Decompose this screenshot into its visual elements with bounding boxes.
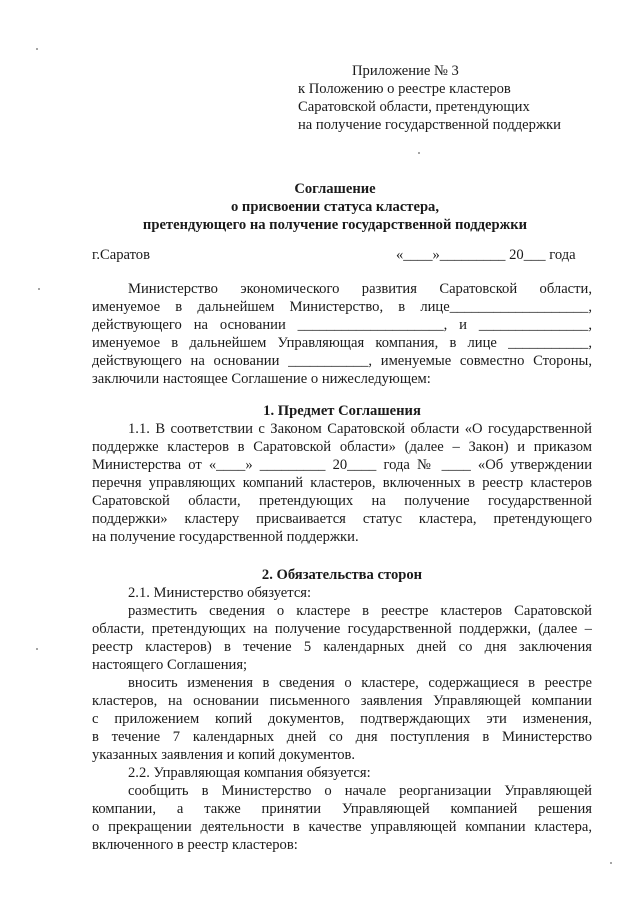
clause-line: вносить изменения в сведения о кластере, содержащиеся в реестре: [128, 675, 592, 691]
appendix-line: Саратовской области, претендующих: [298, 99, 530, 115]
section1-paragraph: [92, 420, 592, 546]
place: г.Саратов: [92, 247, 150, 263]
intro-line: заключили настоящее Соглашение о нижеследующем:: [92, 371, 431, 387]
appendix-line: к Положению о реестре кластеров: [298, 81, 511, 97]
section-heading: 2. Обязательства сторон: [261, 567, 423, 583]
section-heading: 1. Предмет Соглашения: [263, 403, 421, 419]
section1-line: Саратовской области, претендующих на получение государственной: [92, 493, 592, 509]
section2-content: [92, 584, 592, 854]
clause-line: реестр кластеров) в течение 5 календарных дней со дня заключения: [92, 639, 592, 655]
clause-heading: 2.2. Управляющая компания обязуется:: [128, 765, 371, 781]
section1-line: поддержки» кластеру присваивается статус кластера, претендующего: [92, 511, 592, 527]
section1-line: 1.1. В соответствии с Законом Саратовской области «О государственной: [128, 421, 592, 437]
clause-line: с приложением копий документов, подтверждающих эти изменения,: [92, 711, 592, 727]
intro-line: действующего на основании ____________________, и _______________,: [92, 317, 592, 333]
appendix-line: на получение государственной поддержки: [298, 117, 561, 133]
scan-speck: [36, 648, 38, 650]
clause-line: разместить сведения о кластере в реестре кластеров Саратовской: [128, 603, 592, 619]
clause-line: включенного в реестр кластеров:: [92, 837, 298, 853]
document-subtitle: претендующего на получение государственной поддержки: [142, 217, 528, 233]
scan-speck: [610, 862, 612, 864]
section1-line: на получение государственной поддержки.: [92, 529, 359, 545]
intro-line: действующего на основании ___________, именуемые совместно Стороны,: [92, 353, 592, 369]
clause-line: области, претендующих на получение государственной поддержки, (далее –: [92, 621, 592, 637]
scan-speck: [418, 152, 420, 154]
clause-line: сообщить в Министерство о начале реорганизации Управляющей: [128, 783, 592, 799]
section1-line: Министерства от «____» _________ 20____ года № ____ «Об утверждении: [92, 457, 592, 473]
section1-line: поддержке кластеров в Саратовской области» (далее – Закон) и приказом: [92, 439, 592, 455]
document-title: Соглашение: [294, 181, 376, 197]
clause-line: в течение 7 календарных дней со дня поступления в Министерство: [92, 729, 592, 745]
section1-line: перечня управляющих компаний кластеров, включенных в реестр кластеров: [92, 475, 592, 491]
scan-speck: [38, 288, 40, 290]
document-subtitle: о присвоении статуса кластера,: [230, 199, 440, 215]
date-line: «____»_________ 20___ года: [396, 247, 576, 263]
clause-line: настоящего Соглашения;: [92, 657, 248, 673]
intro-line: именуемое в дальнейшем Управляющая компания, в лице ___________,: [92, 335, 592, 351]
clause-line: компании, а также принятии Управляющей компанией решения: [92, 801, 592, 817]
intro-line: Министерство экономического развития Саратовской области,: [128, 281, 592, 297]
clause-line: кластеров, на основании письменного заявления Управляющей компании: [92, 693, 592, 709]
intro-line: именуемое в дальнейшем Министерство, в лице___________________,: [92, 299, 592, 315]
scan-speck: [36, 48, 38, 50]
clause-heading: 2.1. Министерство обязуется:: [128, 585, 312, 601]
appendix-number: Приложение № 3: [352, 63, 459, 79]
clause-line: о прекращении деятельности в качестве управляющей компании кластера,: [92, 819, 592, 835]
intro-paragraph: [92, 280, 592, 388]
clause-line: указанных заявления и копий документов.: [92, 747, 356, 763]
